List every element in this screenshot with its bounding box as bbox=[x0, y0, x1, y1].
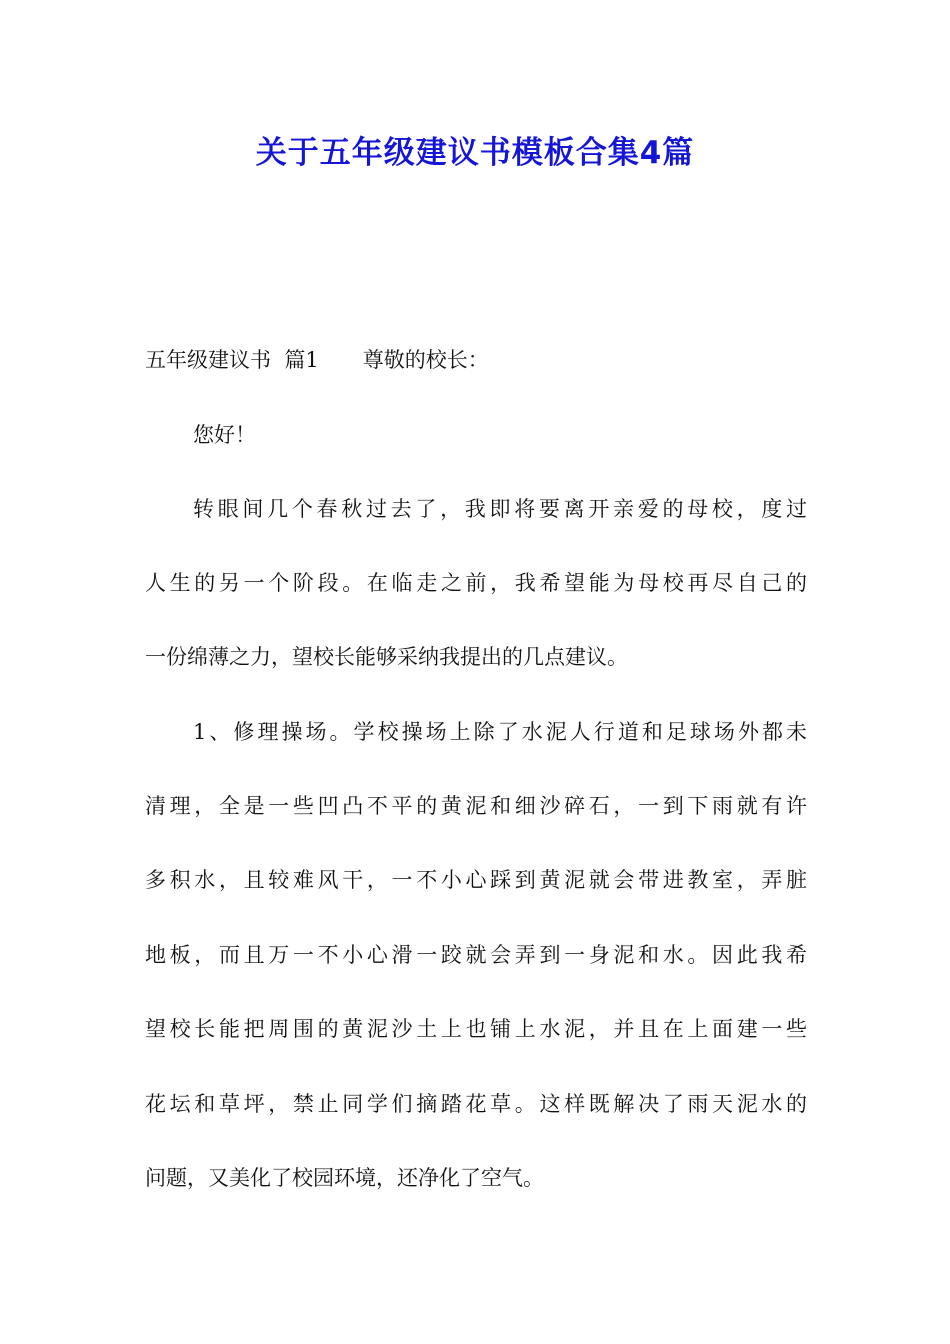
paragraph-1-line-2: 人生的另一个阶段。在临走之前，我希望能为母校再尽自己的 bbox=[145, 571, 807, 595]
paragraph-2-line-2: 清理，全是一些凹凸不平的黄泥和细沙碎石，一到下雨就有许 bbox=[145, 794, 807, 818]
document-title: 关于五年级建议书模板合集4篇 bbox=[255, 135, 695, 171]
salutation: 尊敬的校长： bbox=[362, 348, 489, 372]
paragraph-1-line-3: 一份绵薄之力，望校长能够采纳我提出的几点建议。 bbox=[145, 645, 628, 669]
section-label: 五年级建议书 篇1 bbox=[145, 348, 319, 372]
paragraph-2-line-3: 多积水，且较难风干，一不小心踩到黄泥就会带进教室，弄脏 bbox=[145, 868, 807, 892]
paragraph-1-line-1: 转眼间几个春秋过去了，我即将要离开亲爱的母校，度过 bbox=[193, 497, 807, 521]
paragraph-2-line-6: 花坛和草坪，禁止同学们摘踏花草。这样既解决了雨天泥水的 bbox=[145, 1092, 807, 1116]
paragraph-2-line-5: 望校长能把周围的黄泥沙土上也铺上水泥，并且在上面建一些 bbox=[145, 1017, 807, 1041]
greeting: 您好！ bbox=[193, 423, 256, 447]
paragraph-2-line-4: 地板，而且万一不小心滑一跤就会弄到一身泥和水。因此我希 bbox=[145, 943, 807, 967]
heading-line bbox=[145, 345, 489, 375]
paragraph-2-line-1: 1、修理操场。学校操场上除了水泥人行道和足球场外都未 bbox=[193, 720, 807, 744]
paragraph-2-line-7: 问题，又美化了校园环境，还净化了空气。 bbox=[145, 1166, 544, 1190]
